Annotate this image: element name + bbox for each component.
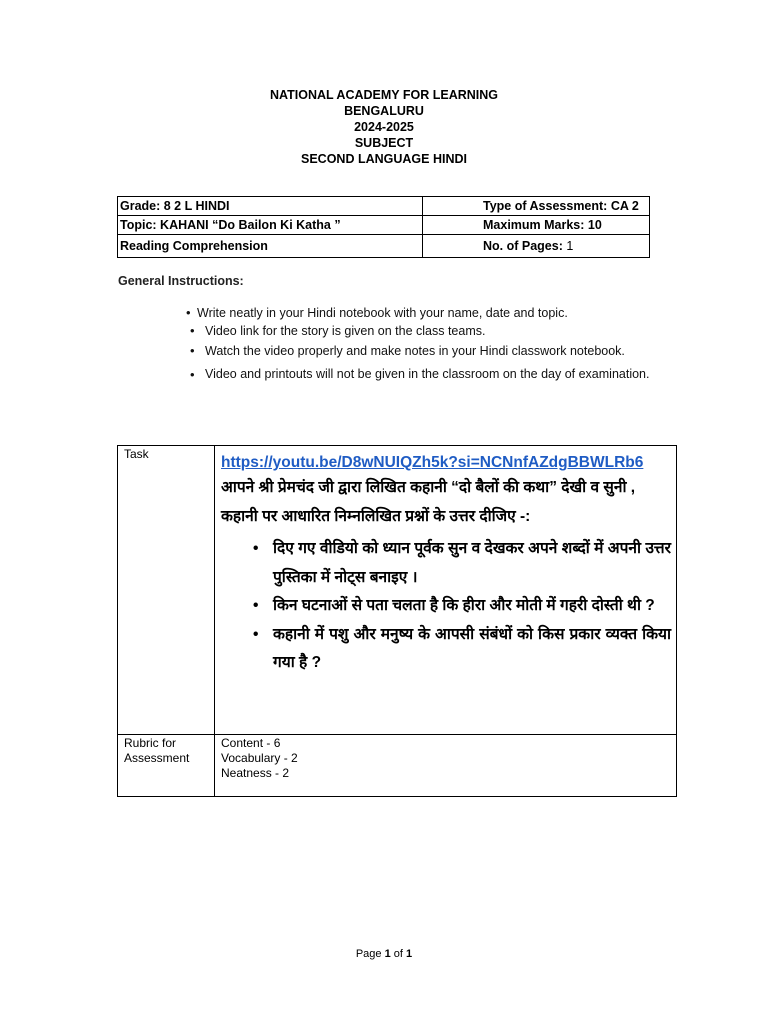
topic-cell: Topic: KAHANI “Do Bailon Ki Katha ”	[118, 216, 423, 235]
assessment-type-cell: Type of Assessment: CA 2	[423, 197, 650, 216]
pages-value: 1	[566, 239, 574, 253]
pages-label: No. of Pages:	[483, 239, 563, 253]
instruction-item: • Video link for the story is given on the class teams.	[190, 323, 660, 339]
page-of: of	[393, 948, 403, 960]
rubric-line: Content - 6	[221, 736, 281, 750]
subject-name: SECOND LANGUAGE HINDI	[301, 152, 467, 166]
general-instructions-list	[190, 305, 660, 384]
task-question: • किन घटनाओं से पता चलता है कि हीरा और मोती में गहरी दोस्ती थी ?	[253, 592, 671, 621]
instruction-item: • Write neatly in your Hindi notebook with your name, date and topic.	[186, 305, 660, 321]
rubric-line: Neatness - 2	[221, 766, 290, 780]
school-name: NATIONAL ACADEMY FOR LEARNING	[269, 88, 498, 102]
academic-year: 2024-2025	[354, 120, 414, 134]
video-link[interactable]: https://youtu.be/D8wNUIQZh5k?si=NCNnfAZdgBBWLRb6	[221, 454, 644, 471]
task-table	[117, 445, 677, 797]
assessment-info-table	[117, 196, 650, 258]
info-row	[118, 216, 650, 235]
info-row	[118, 235, 650, 258]
page-prefix: Page	[355, 948, 382, 960]
section-cell: Reading Comprehension	[118, 235, 423, 258]
task-content	[215, 446, 677, 735]
grade-cell: Grade: 8 2 L HINDI	[118, 197, 423, 216]
task-question: • कहानी में पशु और मनुष्य के आपसी संबंधों को किस प्रकार व्यक्त किया गया है ?	[253, 621, 671, 678]
max-marks-cell: Maximum Marks: 10	[423, 216, 650, 235]
instruction-item: • Watch the video properly and make notes in your Hindi classwork notebook.	[190, 343, 660, 359]
instruction-item: • Video and printouts will not be given in the classroom on the day of examination.	[190, 365, 660, 384]
subject-label: SUBJECT	[354, 136, 414, 150]
document-header	[0, 87, 768, 167]
task-row	[118, 446, 677, 735]
rubric-row	[118, 735, 677, 797]
task-label: Task	[118, 446, 215, 735]
task-intro: आपने श्री प्रेमचंद जी द्वारा लिखित कहानी “दो बैलों की कथा” देखी व सुनी , कहानी पर आधारित निम्नलिखित प्रश्नों के उत्तर दीजिए -:	[221, 479, 636, 525]
page-footer	[0, 948, 768, 960]
rubric-content	[215, 735, 677, 797]
rubric-label: Rubric for Assessment	[118, 735, 215, 797]
pages-cell	[423, 235, 650, 258]
total-pages: 1	[406, 948, 413, 960]
general-instructions-heading: General Instructions:	[118, 274, 244, 288]
task-question: • दिए गए वीडियो को ध्यान पूर्वक सुन व देखकर अपने शब्दों में अपनी उत्तर पुस्तिका में नोट्स बनाइए ।	[253, 535, 671, 592]
info-row	[118, 197, 650, 216]
current-page: 1	[384, 948, 391, 960]
city-name: BENGALURU	[344, 104, 424, 118]
rubric-line: Vocabulary - 2	[221, 751, 298, 765]
task-question-list	[221, 535, 671, 678]
